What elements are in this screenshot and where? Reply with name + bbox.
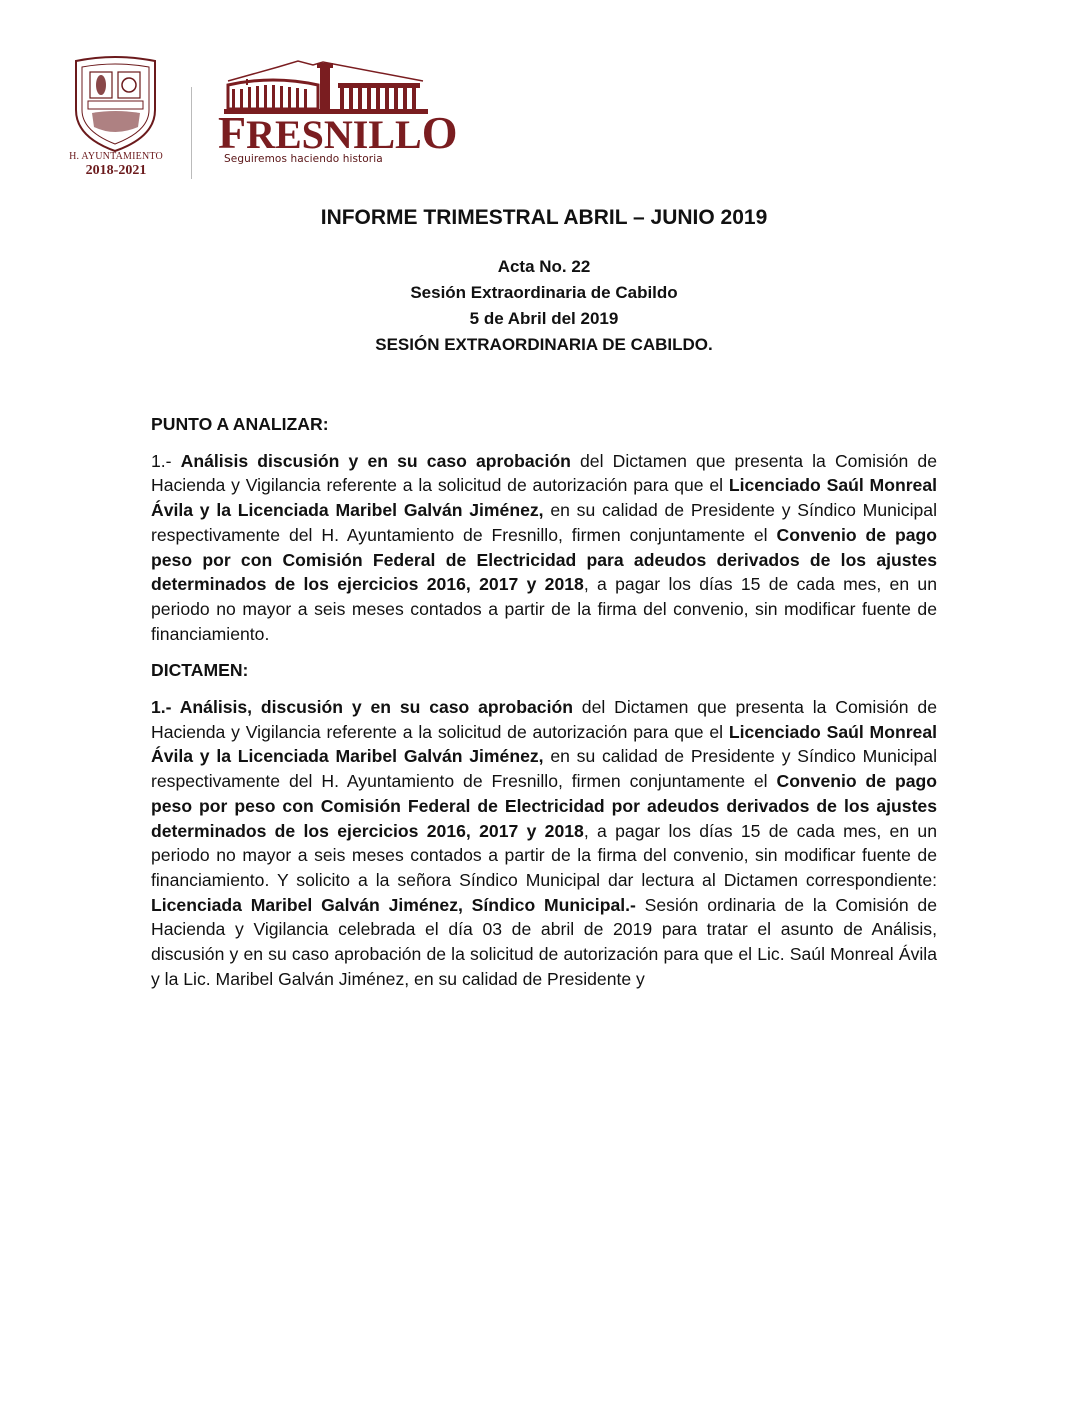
- dictamen-paragraph: 1.- Análisis, discusión y en su caso aprobación del Dictamen que presenta la Comisión de Hacienda y Vigilancia referente a la solicitud de autorización para que el Licenciado Saúl Monreal Ávila y la Licenciada Maribel Galván Jiménez, en su calidad de Presidente y Síndico Municipal respectivamente del H. Ayuntamiento de Fresnillo, firmen conjuntamente el Convenio de pago peso por peso con Comisión Federal de Electricidad por adeudos derivados de los ajustes determinados de los ejercicios 2016, 2017 y 2018, a pagar los días 15 de cada mes, en un periodo no mayor a seis meses contados a partir de la firma del convenio, sin modificar fuente de financiamiento. Y solicito a la señora Síndico Municipal dar lectura al Dictamen correspondiente: Licenciada Maribel Galván Jiménez, Síndico Municipal.- Sesión ordinaria de la Comisión de Hacienda y Vigilancia celebrada el día 03 de abril de 2019 para tratar el asunto de Análisis, discusión y en su caso aprobación de la solicitud de autorización para que el Lic. Saúl Monreal Ávila y la Lic. Maribel Galván Jiménez, en su calidad de Presidente y: [151, 697, 938, 989]
- session-type: Sesión Extraordinaria de Cabildo: [410, 283, 678, 302]
- crest-caption-ayuntamiento: H. AYUNTAMIENTO: [69, 151, 163, 162]
- session-date: 5 de Abril del 2019: [469, 309, 619, 328]
- fresnillo-brand-logo: [218, 59, 458, 169]
- document-title: INFORME TRIMESTRAL ABRIL – JUNIO 2019: [320, 206, 768, 229]
- crest-caption: [60, 151, 172, 179]
- shield-icon: [68, 55, 163, 155]
- session-subheading: [0, 254, 1088, 358]
- brand-wordmark: FRESNILLO: [218, 107, 458, 158]
- punto-paragraph: 1.- Análisis discusión y en su caso aprobación del Dictamen que presenta la Comisión de Hacienda y Vigilancia referente a la solicitud de autorización para que el Licenciado Saúl Monreal Ávila y la Licenciada Maribel Galván Jiménez, en su calidad de Presidente y Síndico Municipal respectivamente del H. Ayuntamiento de Fresnillo, firmen conjuntamente el Convenio de pago peso por con Comisión Federal de Electricidad para adeudos derivados de los ajustes determinados de los ejercicios 2016, 2017 y 2018, a pagar los días 15 de cada mes, en un periodo no mayor a seis meses contados a partir de la firma del convenio, sin modificar fuente de financiamiento.: [151, 450, 938, 644]
- punto-heading: PUNTO A ANALIZAR:: [151, 414, 329, 434]
- skyline-monument-icon: [218, 59, 433, 115]
- acta-number: Acta No. 22: [497, 257, 591, 276]
- dictamen-heading: DICTAMEN:: [151, 660, 249, 681]
- document-body: [151, 412, 937, 1003]
- brand-tagline: Seguiremos haciendo historia: [224, 153, 383, 165]
- logo-divider: [191, 87, 192, 179]
- crest-caption-years: 2018-2021: [85, 163, 147, 178]
- letterhead: [60, 55, 460, 178]
- session-type-caps: SESIÓN EXTRAORDINARIA DE CABILDO.: [375, 335, 713, 354]
